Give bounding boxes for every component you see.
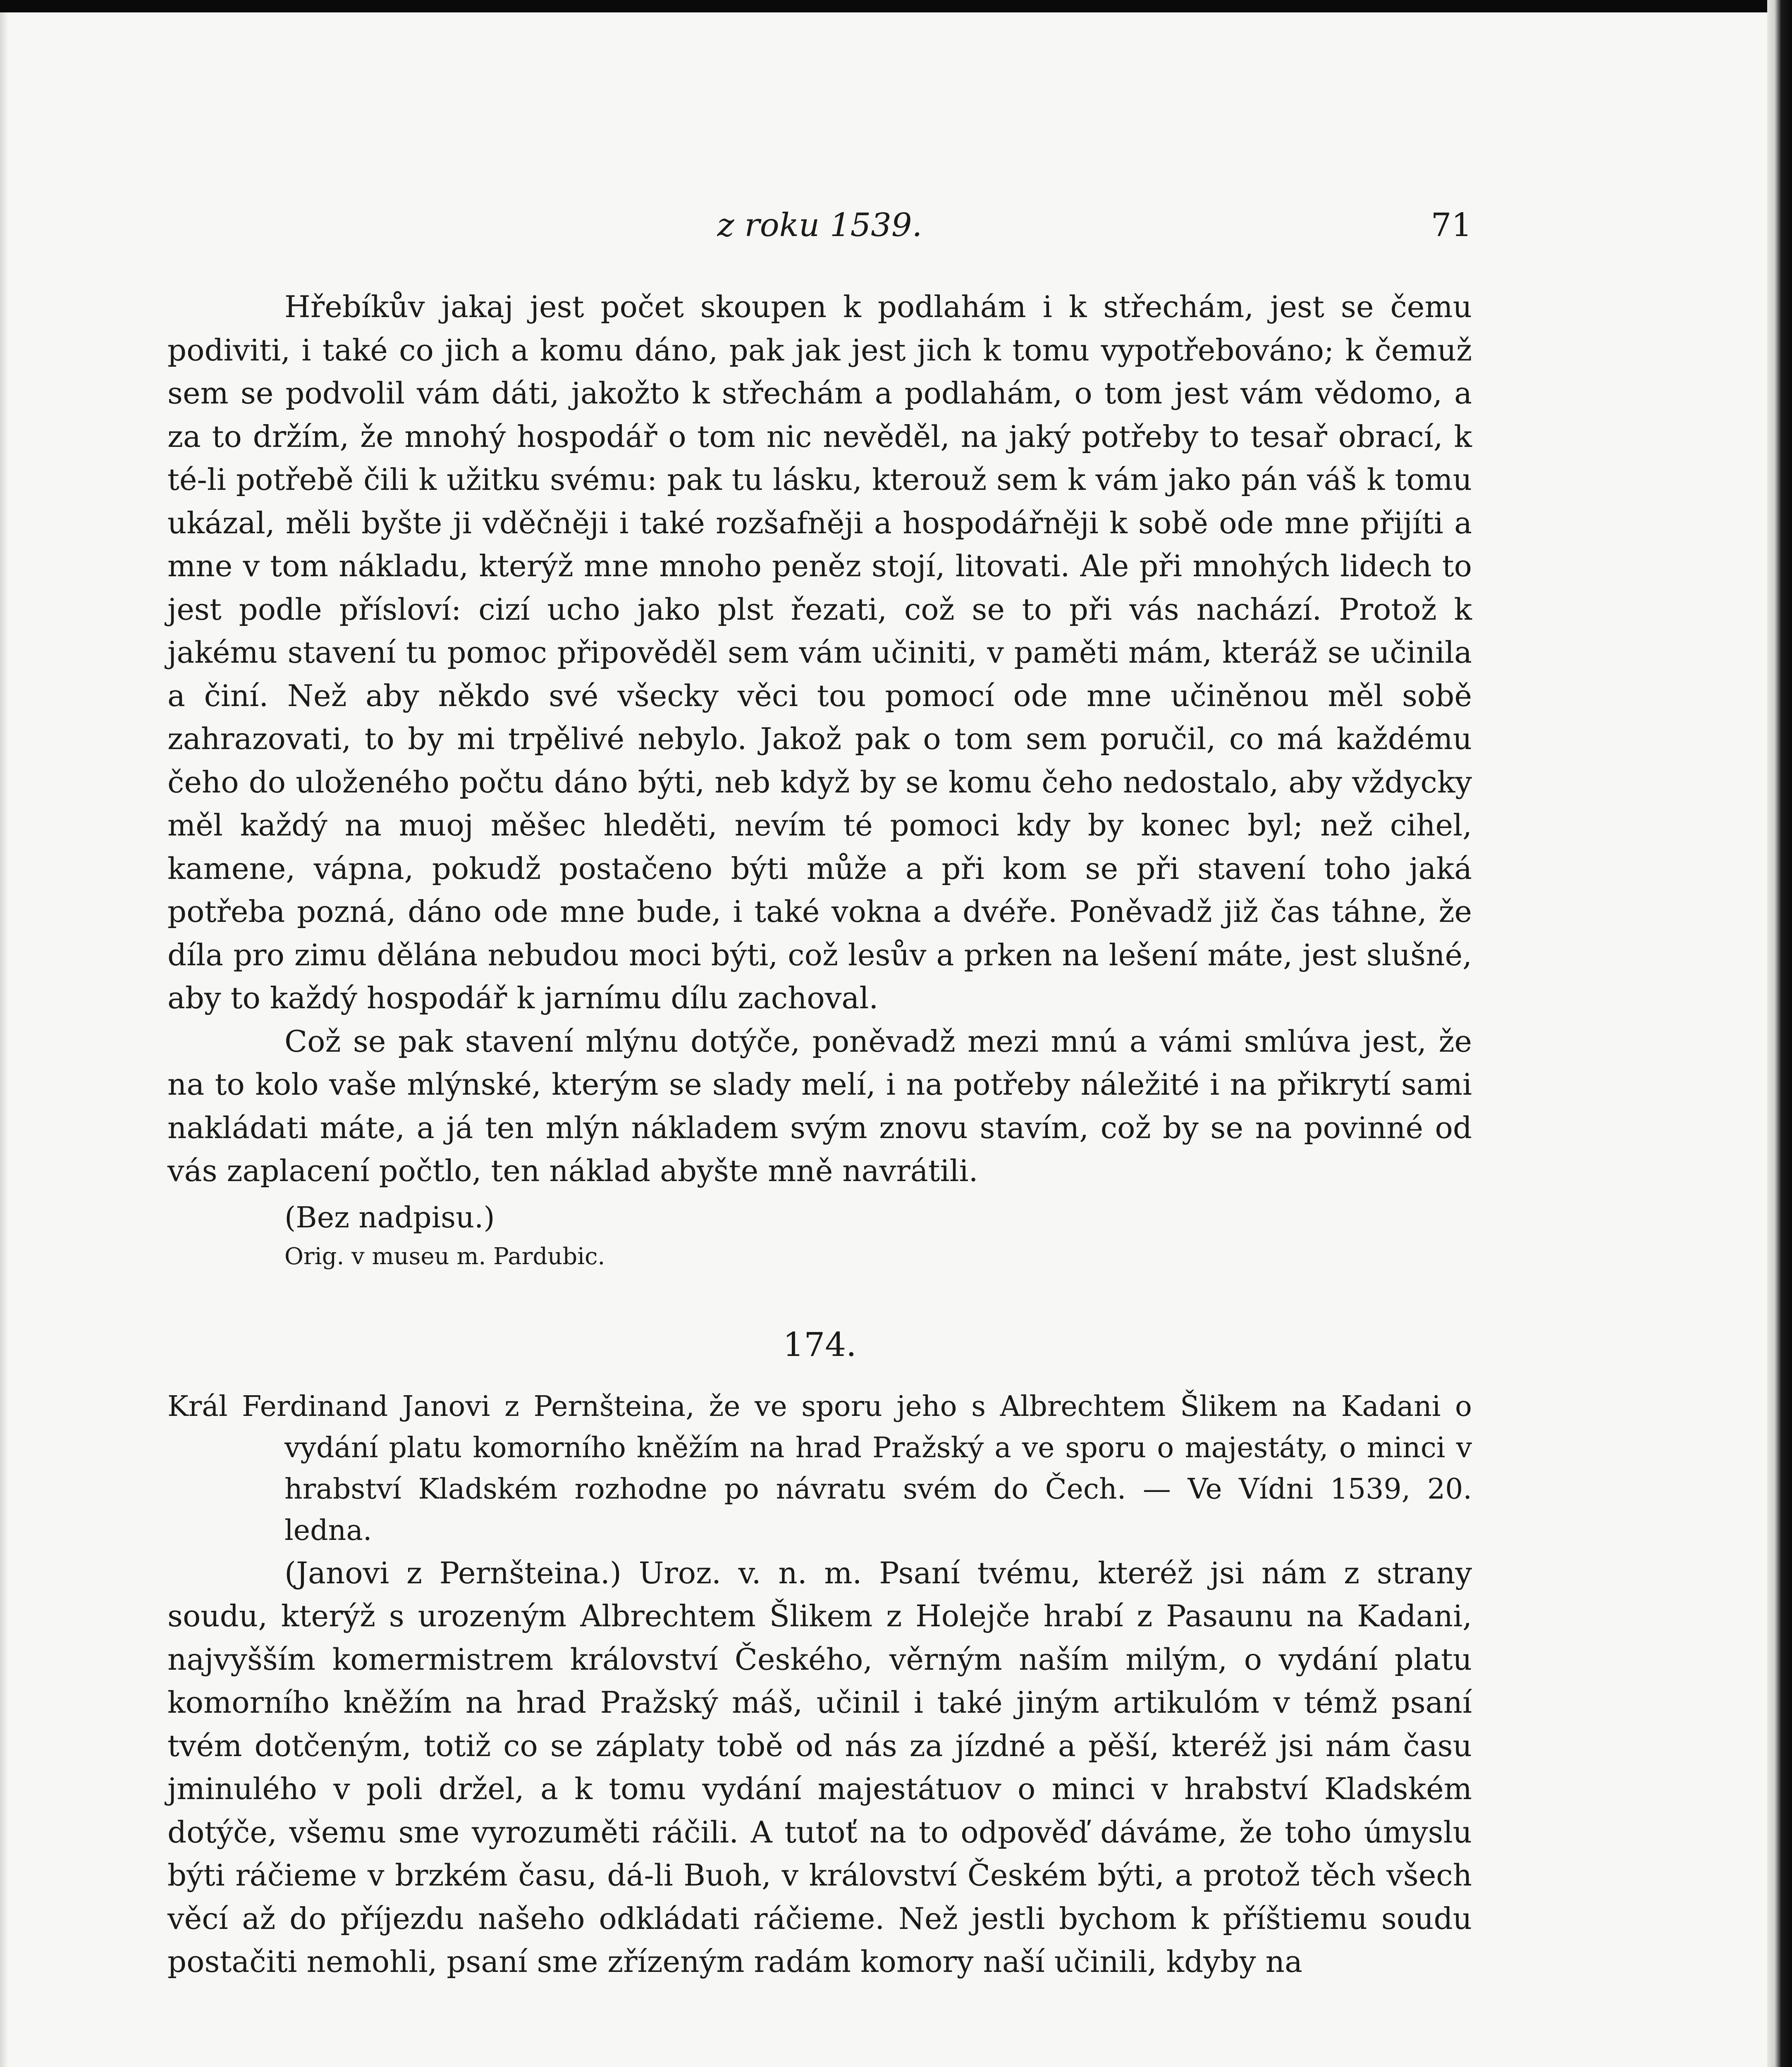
document-number: 174. <box>783 1325 857 1364</box>
source-note: Orig. v museu m. Pardubic. <box>284 1243 605 1270</box>
paragraph-1: Hřebíkův jakaj jest počet skoupen k podlahám i k střechám, jest se čemu podiviti, i také co jich a komu dáno, pak jak jest jich k tomu vypotřebováno; k čemuž sem se podvolil vám dáti, jakožto k střechám a podlahám, o tom jest vám vědomo, a za to držím, že mnohý hospodář o tom nic nevěděl, na jaký potřeby to tesař obrací, k té-li potřebě čili k užitku svému: pak tu lásku, kterouž sem k vám jako pán váš k tomu ukázal, měli byšte ji vděčněji i také rozšafněji a hospodářněji k sobě ode mne přijíti a mne v tom nákladu, kterýž mne mnoho peněz stojí, litovati. Ale při mnohých lidech to jest podle přísloví: cizí ucho jako plst řezati, což se to při vás nachází. Protož k jakému stavení tu pomoc připověděl sem vám učiniti, v paměti mám, kteráž se učinila a činí. Než aby někdo své všecky věci tou pomocí ode mne učiněnou měl sobě zahrazovati, to by mi trpělivé nebylo. Jakož pak o tom sem poručil, co má každému čeho do uloženého počtu dáno býti, neb když by se komu čeho nedostalo, aby vždycky měl každý na muoj měšec hleděti, nevím té pomoci kdy by konec byl; než cihel, kamene, vápna, pokudž postačeno býti může a při kom se při stavení toho jaká potřeba pozná, dáno ode mne bude, i také vokna a dvéře. Poněvadž již čas táhne, že díla pro zimu dělána nebudou moci býti, což lesův a prken na lešení máte, jest slušné, aby to každý hospodář k jarnímu dílu zachoval. <box>167 289 1472 1015</box>
document-regest: Král Ferdinand Janovi z Pernšteina, že ve sporu jeho s Albrechtem Šlikem na Kadani o vydání platu komorního kněžím na hrad Pražský a ve sporu o majestáty, o minci v hrabství Kladském rozhodne po návratu svém do Čech. — Ve Vídni 1539, 20. ledna. <box>167 1390 1472 1547</box>
scan-right-border <box>1767 0 1792 2067</box>
running-head <box>167 207 1472 256</box>
page-number: 71 <box>1431 207 1472 244</box>
scan-top-border <box>0 0 1792 12</box>
signature-note: (Bez nadpisu.) <box>284 1200 495 1234</box>
running-head-title: z roku 1539. <box>717 207 922 244</box>
page-left-edge <box>0 0 8 2067</box>
letter-text: (Janovi z Pernšteina.) Uroz. v. n. m. Psaní tvému, kteréž jsi nám z strany soudu, kterýž s urozeným Albrechtem Šlikem z Holejče hrabí z Pasaunu na Kadani, najvyšším komermistrem království Českého, věrným naším milým, o vydání platu komorního kněžím na hrad Pražský máš, učinil i také jiným artikulóm v témž psaní tvém dotčeným, totiž co se záplaty tobě od nás za jízdné a pěší, kteréž jsi nám času jminulého v poli držel, a k tomu vydání majestátuov o minci v hrabství Kladském dotýče, všemu sme vyrozuměti ráčili. A tutoť na to odpověď dáváme, že toho úmyslu býti ráčieme v brzkém času, dá-li Buoh, v království Českém býti, a protož těch všech věcí až do příjezdu našeho odkládati ráčieme. Než jestli bychom k příštiemu soudu postačiti nemohli, psaní sme zřízeným radám komory naší učinili, kdyby na <box>167 1555 1472 1979</box>
page-body <box>167 285 1472 1983</box>
paragraph-2: Což se pak stavení mlýnu dotýče, poněvadž mezi mnú a vámi smlúva jest, že na to kolo vaše mlýnské, kterým se slady melí, i na potřeby náležité i na přikrytí sami nakládati máte, a já ten mlýn nákladem svým znovu stavím, což by se na povinné od vás zaplacení počtlo, ten náklad abyšte mně navrátili. <box>167 1024 1472 1188</box>
